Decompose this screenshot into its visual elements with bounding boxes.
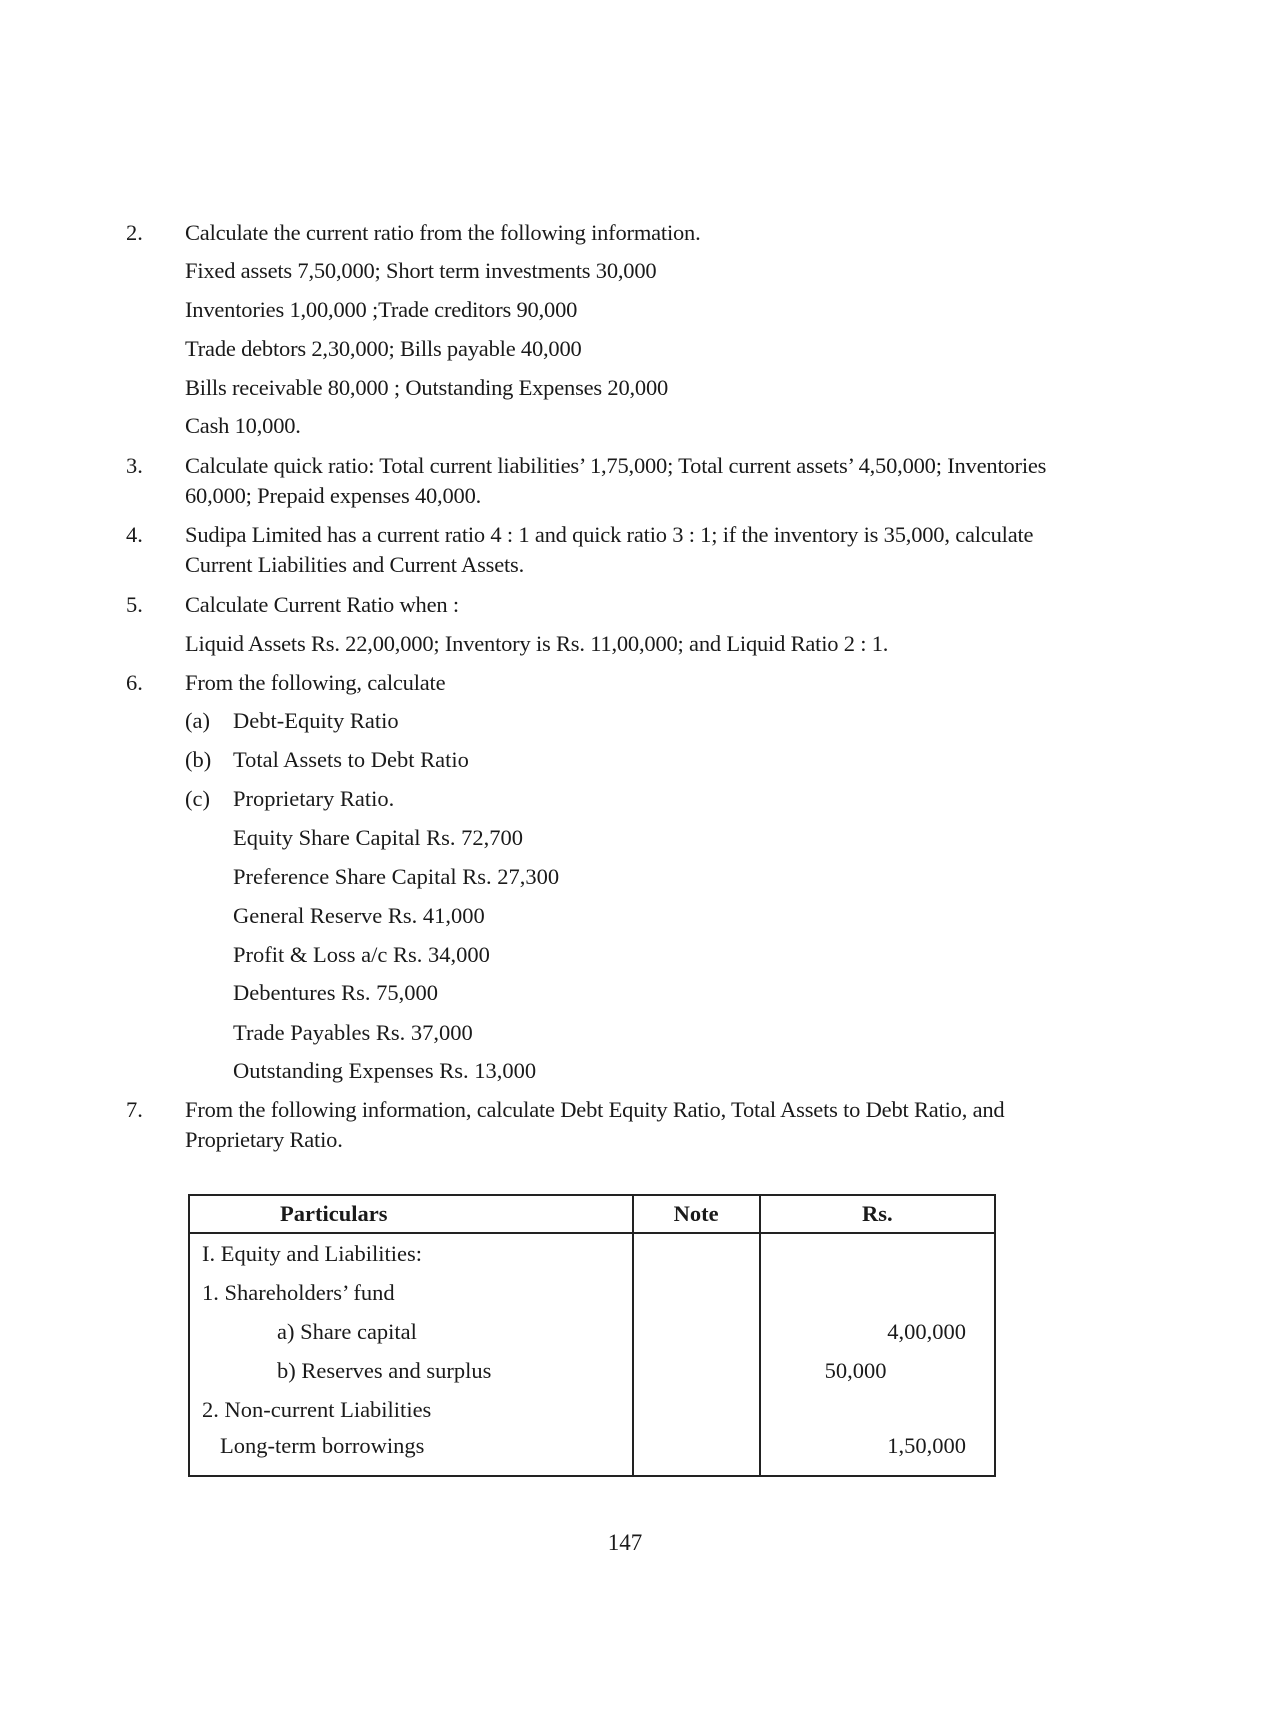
table-row: [189, 1390, 995, 1429]
part-label: (b): [185, 747, 212, 772]
header-amount: Rs.: [760, 1195, 995, 1233]
table-row: [189, 1312, 995, 1351]
part-text: Debt-Equity Ratio: [233, 708, 399, 733]
cell-note: [633, 1273, 760, 1312]
cell-particular: a) Share capital: [189, 1312, 633, 1351]
table-row: [189, 1273, 995, 1312]
question-line: Fixed assets 7,50,000; Short term investments 30,000: [185, 258, 657, 283]
question-line: Calculate Current Ratio when :: [185, 592, 459, 617]
cell-amount: 4,00,000: [887, 1318, 966, 1344]
data-item: Debentures Rs. 75,000: [233, 980, 438, 1005]
question-intro: From the following, calculate: [185, 670, 446, 695]
cell-note: [633, 1390, 760, 1429]
table-header-row: [189, 1195, 995, 1233]
question-number: 6.: [126, 670, 143, 695]
cell-particular: 1. Shareholders’ fund: [189, 1273, 633, 1312]
question-number: 3.: [126, 453, 143, 478]
question-line: Sudipa Limited has a current ratio 4 : 1 and quick ratio 3 : 1; if the inventory is 35,000, calculate: [185, 522, 1034, 547]
header-note: Note: [633, 1195, 760, 1233]
cell-particular: Long-term borrowings: [189, 1429, 633, 1476]
data-item: General Reserve Rs. 41,000: [233, 903, 485, 928]
question-line: Trade debtors 2,30,000; Bills payable 40,000: [185, 336, 582, 361]
data-item: Profit & Loss a/c Rs. 34,000: [233, 942, 490, 967]
part-text: Proprietary Ratio.: [233, 786, 395, 811]
balance-sheet-table: [188, 1194, 996, 1477]
cell-amount: [760, 1390, 995, 1429]
question-line: Inventories 1,00,000 ;Trade creditors 90,000: [185, 297, 578, 322]
question-line: 60,000; Prepaid expenses 40,000.: [185, 483, 482, 508]
question-line: Current Liabilities and Current Assets.: [185, 552, 525, 577]
cell-note: [633, 1312, 760, 1351]
part-label: (c): [185, 786, 210, 811]
cell-amount: 1,50,000: [887, 1433, 966, 1458]
question-line: Calculate quick ratio: Total current liabilities’ 1,75,000; Total current assets’ 4,50,000; Inventories: [185, 453, 1047, 478]
question-number: 7.: [126, 1097, 143, 1122]
cell-particular: b) Reserves and surplus: [189, 1351, 633, 1390]
part-text: Total Assets to Debt Ratio: [233, 747, 469, 772]
question-line: Calculate the current ratio from the following information.: [185, 220, 701, 245]
cell-note: [633, 1351, 760, 1390]
question-number: 4.: [126, 522, 143, 547]
question-line: Proprietary Ratio.: [185, 1127, 343, 1152]
cell-particular: 2. Non-current Liabilities: [189, 1390, 633, 1429]
table-row: [189, 1233, 995, 1273]
data-item: Preference Share Capital Rs. 27,300: [233, 864, 560, 889]
question-number: 2.: [126, 220, 143, 245]
question-line: Liquid Assets Rs. 22,00,000; Inventory is Rs. 11,00,000; and Liquid Ratio 2 : 1.: [185, 631, 889, 656]
table-row: [189, 1429, 995, 1476]
data-item: Equity Share Capital Rs. 72,700: [233, 825, 523, 850]
page-number: 147: [607, 1530, 643, 1555]
question-line: Bills receivable 80,000 ; Outstanding Expenses 20,000: [185, 375, 669, 400]
cell-amount: [760, 1273, 995, 1312]
cell-particular: I. Equity and Liabilities:: [189, 1233, 633, 1273]
cell-amount: 50,000: [824, 1357, 887, 1383]
header-particulars: Particulars: [189, 1195, 633, 1233]
cell-note: [633, 1429, 760, 1476]
part-label: (a): [185, 708, 210, 733]
data-item: Trade Payables Rs. 37,000: [233, 1020, 473, 1045]
question-line: Cash 10,000.: [185, 413, 301, 438]
data-item: Outstanding Expenses Rs. 13,000: [233, 1058, 537, 1083]
table-row: [189, 1351, 995, 1390]
cell-note: [633, 1233, 760, 1273]
question-number: 5.: [126, 592, 143, 617]
question-line: From the following information, calculate Debt Equity Ratio, Total Assets to Debt Ratio, and: [185, 1097, 1005, 1122]
cell-amount: [760, 1233, 995, 1273]
